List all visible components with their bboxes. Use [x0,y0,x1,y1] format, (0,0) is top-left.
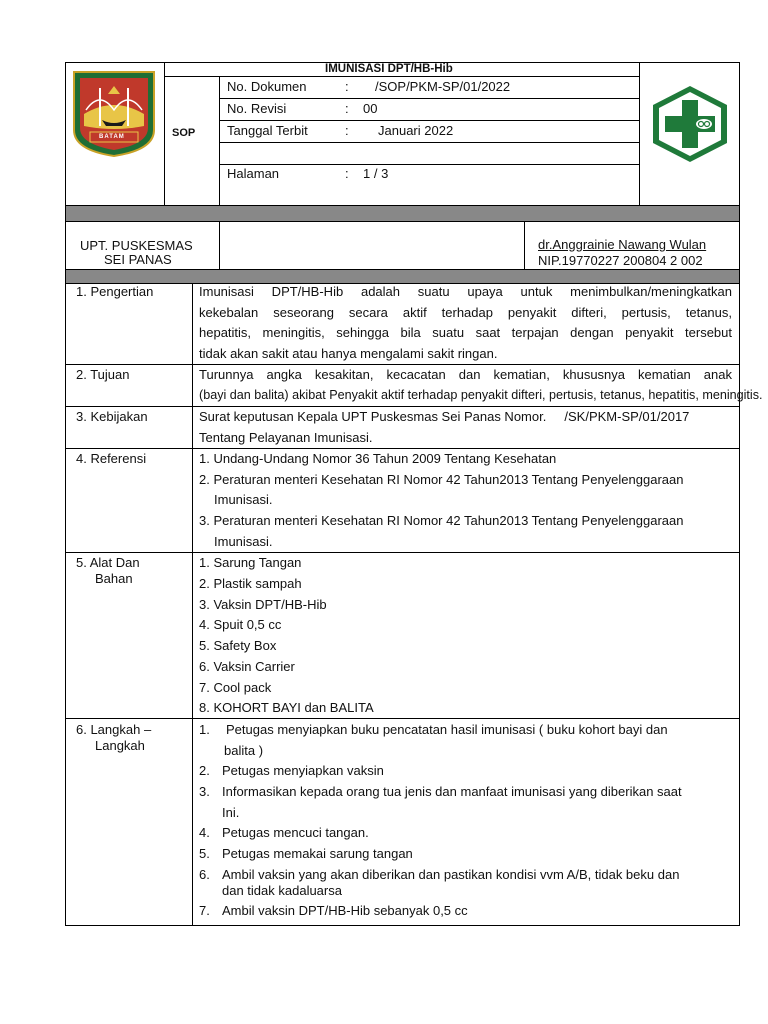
text-line: kekebalan seseorang secara aktif terhadap penyakit difteri, pertusis, tetanus, [199,305,732,320]
step-number: 4. [199,825,210,840]
list-item: 3. Vaksin DPT/HB-Hib [199,597,327,612]
section-label-kebijakan: 3. Kebijakan [76,409,148,424]
puskesmas-logo [649,84,731,164]
info-label-no-revisi: No. Revisi [227,101,287,116]
info-colon: : [345,123,349,138]
list-item: Imunisasi. [214,534,273,549]
list-item: 8. KOHORT BAYI dan BALITA [199,700,374,715]
signer-name: dr.Anggrainie Nawang Wulan [538,237,707,252]
info-value-tanggal-terbit: Januari 2022 [378,123,454,138]
section-label-referensi: 4. Referensi [76,451,147,466]
logo-caption: BATAM [99,134,125,140]
step-text: balita ) [224,743,264,758]
section-label-pengertian: 1. Pengertian [76,284,154,299]
batam-emblem-icon [72,70,156,158]
step-text: Ambil vaksin yang akan diberikan dan pastikan kondisi vvm A/B, tidak beku dan [222,867,680,882]
text-line: (bayi dan balita) akibat Penyakit aktif terhadap penyakit difteri, pertusis, tetanus, hepatitis, meningitis. [199,388,763,402]
step-number: 7. [199,903,210,918]
list-item: 7. Cool pack [199,680,272,695]
step-text: Petugas menyiapkan vaksin [222,763,384,778]
text-line: Surat keputusan Kepala UPT Puskesmas Sei Panas Nomor. /SK/PKM-SP/01/2017 [199,409,690,424]
step-number: 1. [199,722,210,737]
sop-label: SOP [172,127,196,139]
org-name-line1: UPT. PUSKESMAS [80,238,193,253]
signer-nip: NIP.19770227 200804 2 002 [538,253,703,268]
info-label-no-dokumen: No. Dokumen [227,79,307,94]
list-item: Imunisasi. [214,492,273,507]
list-item: 1. Sarung Tangan [199,555,302,570]
batam-city-logo [72,70,156,158]
text-line: Turunnya angka kesakitan, kecacatan dan kematian, khususnya kematian anak [199,367,732,382]
section-label-langkah-2: Langkah [95,738,145,753]
step-text: Petugas mencuci tangan. [222,825,369,840]
step-number: 2. [199,763,210,778]
list-item: 4. Spuit 0,5 cc [199,617,282,632]
info-label-halaman: Halaman [227,166,280,181]
info-value-halaman: 1 / 3 [363,166,389,181]
text-line: tidak akan sakit atau hanya mengalami sakit ringan. [199,346,498,361]
section-label-tujuan: 2. Tujuan [76,367,130,382]
info-value-no-dokumen: /SOP/PKM-SP/01/2022 [375,79,511,94]
info-label-tanggal-terbit: Tanggal Terbit [227,123,308,138]
step-text: Informasikan kepada orang tua jenis dan manfaat imunisasi yang diberikan saat [222,784,682,799]
text-line: Tentang Pelayanan Imunisasi. [199,430,373,445]
section-label-langkah: 6. Langkah – [76,722,152,737]
step-number: 6. [199,867,210,882]
info-value-no-revisi: 00 [363,101,378,116]
section-label-alat: 5. Alat Dan [76,555,140,570]
list-item: 5. Safety Box [199,638,277,653]
list-item: 6. Vaksin Carrier [199,659,295,674]
info-colon: : [345,166,349,181]
section-label-alat-2: Bahan [95,571,133,586]
puskesmas-cross-icon [649,84,731,164]
text-line: hepatitis, meningitis, sehingga bila suatu saat terpajan dengan penyakit tersebut [199,325,732,340]
info-colon: : [345,79,349,94]
step-text: dan tidak kadaluarsa [222,883,342,898]
list-item: 3. Peraturan menteri Kesehatan RI Nomor 42 Tahun2013 Tentang Penyelenggaraan [199,513,684,528]
list-item: 1. Undang-Undang Nomor 36 Tahun 2009 Tentang Kesehatan [199,451,557,466]
step-text: Petugas memakai sarung tangan [222,846,413,861]
org-name-line2: SEI PANAS [104,252,172,267]
list-item: 2. Peraturan menteri Kesehatan RI Nomor 42 Tahun2013 Tentang Penyelenggaraan [199,472,684,487]
text-line: Imunisasi DPT/HB-Hib adalah suatu upaya untuk menimbulkan/meningkatkan [199,284,732,299]
step-text: Ini. [222,805,240,820]
step-number: 3. [199,784,210,799]
info-colon: : [345,101,349,116]
page-title: IMUNISASI DPT/HB-Hib [325,63,453,75]
step-number: 5. [199,846,210,861]
list-item: 2. Plastik sampah [199,576,302,591]
step-text: Petugas menyiapkan buku pencatatan hasil imunisasi ( buku kohort bayi dan [226,722,668,737]
step-text: Ambil vaksin DPT/HB-Hib sebanyak 0,5 cc [222,903,468,918]
